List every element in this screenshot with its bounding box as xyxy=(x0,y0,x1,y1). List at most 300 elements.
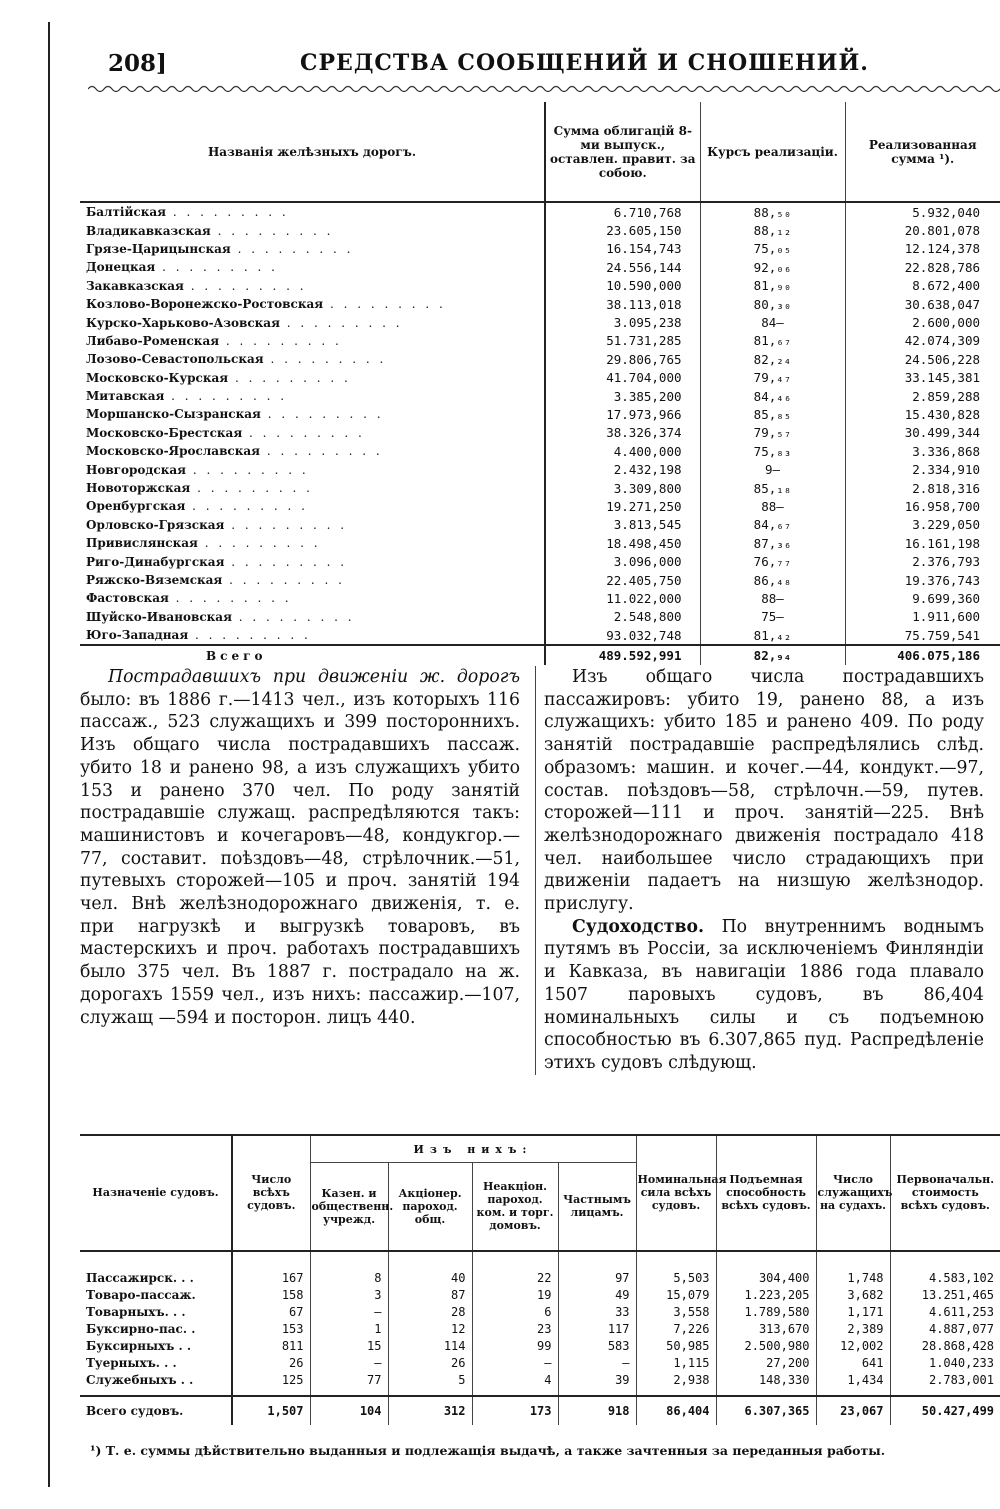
railway-name-cell xyxy=(80,460,545,478)
bonds-cell: 11.022,000 xyxy=(545,589,700,607)
table-row xyxy=(80,350,1000,368)
realized-sum-cell: 12.124,378 xyxy=(904,241,980,257)
ship-state-cell: 104 xyxy=(310,1396,388,1425)
ship-nominal-cell: 3,558 xyxy=(636,1304,716,1321)
ship-crew-cell: 1,748 xyxy=(816,1251,890,1287)
table-row xyxy=(80,1321,1000,1338)
rate-cell: 88— xyxy=(700,497,845,515)
ship-cost-cell: 28.868,428 xyxy=(921,1339,995,1353)
rate-cell: 81,₄₂ xyxy=(700,626,845,645)
ship-private-cell: 97 xyxy=(558,1251,636,1287)
railway-name: Фастовская xyxy=(86,591,169,606)
bonds-cell: 22.405,750 xyxy=(545,571,700,589)
railway-name-cell xyxy=(80,405,545,423)
ship-count-cell: 26 xyxy=(232,1355,310,1372)
leader-dots: . . . . . . . . . xyxy=(279,315,403,330)
ship-nonjoint-cell: 19 xyxy=(472,1287,558,1304)
ship-joint-cell: 87 xyxy=(388,1287,472,1304)
rate-cell: 80,₃₀ xyxy=(700,295,845,313)
realized-sum-cell: 8.672,400 xyxy=(912,278,980,294)
spacer-cell xyxy=(310,1389,388,1396)
ship-capacity-cell: 27,200 xyxy=(716,1355,816,1372)
col-header-nominal: Номинальная сила всѣхъ судовъ. xyxy=(636,1135,716,1251)
table-row xyxy=(80,387,1000,405)
ship-crew-cell: 3,682 xyxy=(816,1287,890,1304)
col-header-cost: Первоначальн. стоимость всѣхъ судовъ. xyxy=(890,1135,1000,1251)
rate-cell: 84— xyxy=(700,313,845,331)
ship-crew-cell: 641 xyxy=(816,1355,890,1372)
col-header-joint: Акцiонер. пароход. общ. xyxy=(388,1163,472,1251)
paragraph-body: было: въ 1886 г.—1413 чел., изъ которыхъ 116 пассаж., 523 служащихъ и 399 постороннихъ. Изъ общаго числа пострадавшихъ пассаж. убито 18 и ранено 98, а изъ служащихъ убито 153 и ранено 370 чел. По роду занятiй пострадавшiе служащ. распредѣляются такъ: машинистовъ и кочегаровъ—48, кондукгор.—77, составит. поѣздовъ—48, стрѣлочник.—51, путевыхъ сторожей—105 и проч. занятiй 194 чел. Внѣ желѣзнодорожнаго движенiя, т. е. при нагрузкѣ и выгрузкѣ товаровъ, въ мастерскихъ и проч. работахъ пострадавшихъ было 375 чел. Въ 1887 г. пострадало на ж. дорогахъ 1559 чел., изъ нихъ: пассажир.—107, служащ —594 и посторон. лицъ 440. xyxy=(80,689,520,1028)
spacer-cell xyxy=(558,1389,636,1396)
ship-nonjoint-cell: 22 xyxy=(472,1251,558,1287)
table-row xyxy=(80,626,1000,645)
ship-purpose-cell: Туерныхъ. . . xyxy=(80,1355,232,1372)
ship-count-cell: 158 xyxy=(232,1287,310,1304)
railway-name: Оренбургская xyxy=(86,499,186,514)
ship-capacity-cell: 6.307,365 xyxy=(716,1396,816,1425)
railway-name-cell xyxy=(80,202,545,221)
realized-sum-cell: 19.376,743 xyxy=(904,572,980,588)
table-row xyxy=(80,608,1000,626)
bonds-cell: 3.096,000 xyxy=(545,552,700,570)
railway-name-cell xyxy=(80,350,545,368)
col-header-purpose: Назначенiе судовъ. xyxy=(80,1135,232,1251)
railway-name-cell xyxy=(80,589,545,607)
book-page xyxy=(48,22,1000,1487)
realized-sum-cell: 16.161,198 xyxy=(904,535,980,551)
realized-sum-cell: 20.801,078 xyxy=(904,223,980,239)
railway-name: Митавская xyxy=(86,389,165,404)
text-column-right xyxy=(535,666,984,1075)
realized-sum-cell: 2.859,288 xyxy=(912,388,980,404)
ship-state-cell: — xyxy=(310,1355,388,1372)
bonds-cell: 19.271,250 xyxy=(545,497,700,515)
bonds-cell: 29.806,765 xyxy=(545,350,700,368)
table-row xyxy=(80,202,1000,221)
ship-nominal-cell: 1,115 xyxy=(636,1355,716,1372)
table-row xyxy=(80,240,1000,258)
table-row xyxy=(80,277,1000,295)
col-header-crew: Число служащихъ на судахъ. xyxy=(816,1135,890,1251)
total-row xyxy=(80,645,1000,664)
table-row xyxy=(80,405,1000,423)
bonds-cell: 16.154,743 xyxy=(545,240,700,258)
ship-nonjoint-cell: 6 xyxy=(472,1304,558,1321)
bonds-cell: 93.032,748 xyxy=(545,626,700,645)
table-row xyxy=(80,295,1000,313)
railway-name: Орловско-Грязская xyxy=(86,517,225,532)
rate-cell: 88— xyxy=(700,589,845,607)
ship-capacity-cell: 313,670 xyxy=(716,1321,816,1338)
ship-joint-cell: 28 xyxy=(388,1304,472,1321)
bonds-cell: 41.704,000 xyxy=(545,369,700,387)
railway-name: Закавказская xyxy=(86,278,184,293)
leader-dots: . . . . . . . . . xyxy=(183,278,307,293)
col-header-realized-sum: Реализованная сумма ¹). xyxy=(845,102,1000,202)
railway-name-cell xyxy=(80,369,545,387)
col-header-railway-name: Названiя желѣзныхъ дорогъ. xyxy=(80,102,545,202)
realized-sum-cell: 24.506,228 xyxy=(904,351,980,367)
ship-state-cell: 77 xyxy=(310,1372,388,1389)
ship-nonjoint-cell: 4 xyxy=(472,1372,558,1389)
ship-nonjoint-cell: 23 xyxy=(472,1321,558,1338)
table-row xyxy=(80,516,1000,534)
bonds-cell: 10.590,000 xyxy=(545,277,700,295)
ship-state-cell: 8 xyxy=(310,1251,388,1287)
total-row xyxy=(80,1396,1000,1425)
table-row xyxy=(80,1287,1000,1304)
ships-table xyxy=(80,1134,1000,1425)
railway-name-cell xyxy=(80,442,545,460)
spacer-cell xyxy=(472,1389,558,1396)
leader-dots: . . . . . . . . . xyxy=(164,389,288,404)
realized-sum-cell: 3.336,868 xyxy=(912,443,980,459)
leader-dots: . . . . . . . . . xyxy=(263,352,387,367)
ship-count-cell: 167 xyxy=(232,1251,310,1287)
rate-cell: 87,₃₆ xyxy=(700,534,845,552)
ship-count-cell: 153 xyxy=(232,1321,310,1338)
railway-name: Новгородская xyxy=(86,462,187,477)
rate-cell: 86,₄₈ xyxy=(700,571,845,589)
ship-private-cell: 49 xyxy=(558,1287,636,1304)
ship-purpose-cell: Всего судовъ. xyxy=(80,1396,232,1425)
realized-sum-cell: 2.600,000 xyxy=(912,315,980,331)
table-row xyxy=(80,534,1000,552)
railway-name: Привислянская xyxy=(86,536,198,551)
railway-name-cell xyxy=(80,221,545,239)
ship-crew-cell: 1,434 xyxy=(816,1372,890,1389)
railway-name-cell xyxy=(80,497,545,515)
spacer-cell xyxy=(80,1389,232,1396)
realized-sum-cell: 3.229,050 xyxy=(912,517,980,533)
table-row xyxy=(80,1251,1000,1287)
railway-name: Шуйско-Ивановская xyxy=(86,609,232,624)
ship-private-cell: 918 xyxy=(558,1396,636,1425)
paragraph-passenger-casualties: Изъ общаго числа пострадавшихъ пассажировъ: убито 19, ранено 88, а изъ служащихъ: убито 185 и ранено 409. По роду занятiй пострадавшiе распредѣлялись слѣд. образомъ: машин. и кочег.—44, кондукт.—97, состав. поѣздовъ—58, стрѣлочн.—59, путев. сторожей—111 и проч. занятiй—225. Внѣ желѣзнодорожнаго движенiя пострадало 418 чел. наибольшее число страдающихъ при движенiи падаетъ на низшую желѣзнодор. прислугу. xyxy=(544,667,984,915)
ship-joint-cell: 40 xyxy=(388,1251,472,1287)
leader-dots: . . . . . . . . . xyxy=(323,297,446,312)
leader-dots: . . . . . . . . . xyxy=(242,425,365,440)
ship-joint-cell: 12 xyxy=(388,1321,472,1338)
table-row xyxy=(80,442,1000,460)
ship-purpose-cell: Товаро-пассаж. xyxy=(80,1287,232,1304)
rate-cell: 85,₈₅ xyxy=(700,405,845,423)
table-row xyxy=(80,258,1000,276)
railway-name-cell xyxy=(80,295,545,313)
ship-cost-cell: 1.040,233 xyxy=(928,1356,995,1370)
ship-purpose-cell: Пассажирск. . . xyxy=(80,1251,232,1287)
col-header-private: Частнымъ лицамъ. xyxy=(558,1163,636,1251)
ship-joint-cell: 26 xyxy=(388,1355,472,1372)
ship-state-cell: 1 xyxy=(310,1321,388,1338)
realized-sum-cell: 9.699,360 xyxy=(912,590,980,606)
ship-crew-cell: 12,002 xyxy=(816,1338,890,1355)
realized-sum-cell: 75.759,541 xyxy=(904,627,980,643)
ship-cost-cell: 50.427,499 xyxy=(890,1396,1000,1425)
leader-dots: . . . . . . . . . xyxy=(219,333,342,348)
railway-name-cell xyxy=(80,277,545,295)
spacer-cell xyxy=(816,1389,890,1396)
bonds-cell: 2.432,198 xyxy=(545,460,700,478)
page-title: СРЕДСТВА СООБЩЕНИЙ И СНОШЕНИЙ. xyxy=(300,50,869,76)
rate-cell: 79,₄₇ xyxy=(700,369,845,387)
railway-name: Моршанско-Сызранская xyxy=(86,407,261,422)
leader-dots: . . . . . . . . . xyxy=(197,536,321,551)
ship-private-cell: 39 xyxy=(558,1372,636,1389)
realized-sum-cell: 5.932,040 xyxy=(912,204,980,220)
ship-nominal-cell: 2,938 xyxy=(636,1372,716,1389)
ship-nominal-cell: 86,404 xyxy=(636,1396,716,1425)
railway-name-cell xyxy=(80,626,545,645)
table-row xyxy=(80,1338,1000,1355)
ship-capacity-cell: 1.789,580 xyxy=(716,1304,816,1321)
table-row xyxy=(80,221,1000,239)
ship-cost-cell: 13.251,465 xyxy=(921,1288,995,1302)
ship-cost-cell: 4.887,077 xyxy=(928,1322,995,1336)
ship-joint-cell: 114 xyxy=(388,1338,472,1355)
railway-name: Балтiйская xyxy=(86,205,166,220)
leader-dots: . . . . . . . . . xyxy=(166,205,289,220)
railway-name: Ряжско-Вяземская xyxy=(86,573,223,587)
realized-sum-cell: 15.430,828 xyxy=(904,406,980,422)
ship-private-cell: 583 xyxy=(558,1338,636,1355)
leader-dots: . . . . . . . . . xyxy=(260,407,384,422)
ship-nominal-cell: 50,985 xyxy=(636,1338,716,1355)
ship-purpose-cell: Товарныхъ. . . xyxy=(80,1304,232,1321)
table-row xyxy=(80,552,1000,570)
bonds-cell: 6.710,768 xyxy=(545,202,700,221)
spacer-cell xyxy=(388,1389,472,1396)
bonds-cell: 3.385,200 xyxy=(545,387,700,405)
ship-capacity-cell: 2.500,980 xyxy=(716,1338,816,1355)
leader-dots: . . . . . . . . . xyxy=(224,517,348,532)
table-row xyxy=(80,313,1000,331)
ship-cost-cell: 4.611,253 xyxy=(928,1305,995,1319)
ship-purpose-cell: Служебныхъ . . xyxy=(80,1372,232,1389)
col-header-state: Казен. и общественн. учрежд. xyxy=(310,1163,388,1251)
realized-sum-cell: 16.958,700 xyxy=(904,498,980,514)
rate-cell: 84,₄₆ xyxy=(700,387,845,405)
total-bonds-cell: 489.592,991 xyxy=(545,645,700,664)
realized-sum-cell: 30.499,344 xyxy=(904,425,980,441)
realized-sum-cell: 30.638,047 xyxy=(904,296,980,312)
railway-name-cell xyxy=(80,258,545,276)
railway-name-cell xyxy=(80,424,545,442)
realized-sum-cell: 1.911,600 xyxy=(912,609,980,625)
total-label-cell xyxy=(80,645,545,664)
railway-name-cell xyxy=(80,552,545,570)
ship-state-cell: 3 xyxy=(310,1287,388,1304)
rate-cell: 75,₈₃ xyxy=(700,442,845,460)
bonds-cell: 51.731,285 xyxy=(545,332,700,350)
railway-name: Либаво-Роменская xyxy=(86,333,220,348)
bonds-cell: 3.813,545 xyxy=(545,516,700,534)
ship-private-cell: — xyxy=(558,1355,636,1372)
leader-dots: . . . . . . . . . xyxy=(155,260,278,275)
bonds-cell: 38.326,374 xyxy=(545,424,700,442)
railway-name: Новоторжская xyxy=(86,481,191,496)
ship-count-cell: 811 xyxy=(232,1338,310,1355)
rate-cell: 88,₅₀ xyxy=(700,202,845,221)
bonds-cell: 18.498,450 xyxy=(545,534,700,552)
table-row xyxy=(80,332,1000,350)
railway-name: Московско-Ярославская xyxy=(86,444,261,459)
table-row xyxy=(80,479,1000,497)
table-row xyxy=(80,424,1000,442)
leader-dots: . . . . . . . . . xyxy=(230,241,354,256)
ship-crew-cell: 1,171 xyxy=(816,1304,890,1321)
page-number: 208] xyxy=(108,50,167,77)
leader-dots: . . . . . . . . . xyxy=(210,223,334,238)
rate-cell: 79,₅₇ xyxy=(700,424,845,442)
table-row xyxy=(80,571,1000,589)
ship-nonjoint-cell: 99 xyxy=(472,1338,558,1355)
ship-capacity-cell: 1.223,205 xyxy=(716,1287,816,1304)
bonds-cell: 24.556,144 xyxy=(545,258,700,276)
ship-cost-cell: 2.783,001 xyxy=(928,1373,995,1387)
rate-cell: 76,₇₇ xyxy=(700,552,845,570)
railway-name: Московско-Брестская xyxy=(86,425,243,440)
total-rate-cell: 82,₉₄ xyxy=(700,645,845,664)
table-row xyxy=(80,460,1000,478)
paragraph-lead: Пострадавшихъ при движенiи ж. дорогъ xyxy=(108,667,520,687)
railway-name-cell xyxy=(80,332,545,350)
paragraph-lead: Судоходство. xyxy=(572,916,704,937)
rate-cell: 9— xyxy=(700,460,845,478)
leader-dots: . . . . . . . . . xyxy=(185,499,308,514)
total-label: Всего xyxy=(206,648,267,663)
spacer-cell xyxy=(636,1389,716,1396)
table-row xyxy=(80,1304,1000,1321)
ship-state-cell: 15 xyxy=(310,1338,388,1355)
col-header-nonjoint: Неакцiон. пароход. ком. и торг. домовъ. xyxy=(472,1163,558,1251)
railway-name: Грязе-Царицынская xyxy=(86,241,231,256)
realized-sum-cell: 22.828,786 xyxy=(904,259,980,275)
rate-cell: 75,₀₅ xyxy=(700,240,845,258)
rate-cell: 88,₁₂ xyxy=(700,221,845,239)
ship-crew-cell: 23,067 xyxy=(816,1396,890,1425)
spacer-cell xyxy=(716,1389,816,1396)
ship-count-cell: 1,507 xyxy=(232,1396,310,1425)
railway-name-cell xyxy=(80,313,545,331)
footnote-mark: ¹) xyxy=(90,1443,102,1458)
railway-name: Московско-Курская xyxy=(86,370,229,385)
rate-cell: 81,₉₀ xyxy=(700,277,845,295)
table-row xyxy=(80,369,1000,387)
ship-private-cell: 117 xyxy=(558,1321,636,1338)
rate-cell: 85,₁₈ xyxy=(700,479,845,497)
ship-count-cell: 67 xyxy=(232,1304,310,1321)
railway-name-cell xyxy=(80,608,545,626)
ship-cost-cell: 4.583,102 xyxy=(928,1271,995,1285)
ship-nonjoint-cell: — xyxy=(472,1355,558,1372)
realized-sum-cell: 2.818,316 xyxy=(912,480,980,496)
ship-nonjoint-cell: 173 xyxy=(472,1396,558,1425)
footnote-text: Т. е. суммы дѣйствительно выданныя и подлежащiя выдачѣ, а также зачтенныя за переданныя работы. xyxy=(105,1443,886,1458)
rate-cell: 92,₀₆ xyxy=(700,258,845,276)
ship-nominal-cell: 15,079 xyxy=(636,1287,716,1304)
header-ornament-rule xyxy=(88,84,1000,94)
col-header-bonds: Сумма облигацiй 8-ми выпуск., оставлен. правит. за собою. xyxy=(545,102,700,202)
col-header-rate: Курсъ реализацiи. xyxy=(700,102,845,202)
railway-name-cell xyxy=(80,534,545,552)
realized-sum-cell: 2.376,793 xyxy=(912,554,980,570)
bonds-cell: 3.095,238 xyxy=(545,313,700,331)
table-row xyxy=(80,1372,1000,1389)
col-header-group: Изъ нихъ: xyxy=(310,1135,636,1163)
leader-dots: . . . . . . . . . xyxy=(222,573,345,587)
ship-crew-cell: 2,389 xyxy=(816,1321,890,1338)
ship-purpose-cell: Буксирныхъ . . xyxy=(80,1338,232,1355)
bonds-cell: 3.309,800 xyxy=(545,479,700,497)
table-row xyxy=(80,497,1000,515)
railway-name: Риго-Динабургская xyxy=(86,554,225,569)
rate-cell: 75— xyxy=(700,608,845,626)
paragraph-body: По внутреннимъ воднымъ путямъ въ Россiи, за исключенiемъ Финляндiи и Кавказа, въ навигацiи 1886 года плавало 1507 паровыхъ судовъ, въ 86,404 номинальныхъ силы и съ подъемною способностью въ 6.307,865 пуд. Распредѣленiе этихъ судовъ слѣдующ. xyxy=(544,916,984,1073)
realized-sum-cell: 33.145,381 xyxy=(904,370,980,386)
rate-cell: 82,₂₄ xyxy=(700,350,845,368)
leader-dots: . . . . . . . . . xyxy=(260,444,383,459)
realized-sum-cell: 42.074,309 xyxy=(904,333,980,349)
railway-name-cell xyxy=(80,240,545,258)
leader-dots: . . . . . . . . . xyxy=(190,481,313,496)
bonds-cell: 17.973,966 xyxy=(545,405,700,423)
railway-bonds-table xyxy=(80,102,1000,665)
leader-dots: . . . . . . . . . xyxy=(168,591,292,606)
bonds-cell: 2.548,800 xyxy=(545,608,700,626)
paragraph-navigation xyxy=(544,916,984,1075)
rate-cell: 81,₆₇ xyxy=(700,332,845,350)
leader-dots: . . . . . . . . . xyxy=(188,628,311,643)
text-column-left xyxy=(80,666,520,1029)
table-row xyxy=(80,1355,1000,1372)
leader-dots: . . . . . . . . . xyxy=(224,554,348,569)
railway-name-cell xyxy=(80,387,545,405)
leader-dots: . . . . . . . . . xyxy=(228,370,351,385)
spacer-cell xyxy=(890,1389,1000,1396)
railway-name: Донецкая xyxy=(86,260,156,275)
ship-nominal-cell: 5,503 xyxy=(636,1251,716,1287)
bonds-cell: 4.400,000 xyxy=(545,442,700,460)
ship-joint-cell: 5 xyxy=(388,1372,472,1389)
leader-dots: . . . . . . . . . xyxy=(186,462,309,477)
rate-cell: 84,₆₇ xyxy=(700,516,845,534)
footnote xyxy=(90,1442,995,1460)
ship-private-cell: 33 xyxy=(558,1304,636,1321)
ship-joint-cell: 312 xyxy=(388,1396,472,1425)
railway-name: Юго-Западная xyxy=(86,628,189,643)
ship-count-cell: 125 xyxy=(232,1372,310,1389)
railway-name-cell xyxy=(80,516,545,534)
leader-dots: . . . . . . . . . xyxy=(231,609,355,624)
realized-sum-cell: 2.334,910 xyxy=(912,462,980,478)
paragraph-casualties xyxy=(80,666,520,1029)
railway-name: Лозово-Севастопольская xyxy=(86,352,264,367)
railway-name: Козлово-Воронежско-Ростовская xyxy=(86,297,324,312)
spacer-cell xyxy=(232,1389,310,1396)
ship-capacity-cell: 304,400 xyxy=(716,1251,816,1287)
spacer-row xyxy=(80,1389,1000,1396)
ship-purpose-cell: Буксирно-пас. . xyxy=(80,1321,232,1338)
ship-state-cell: — xyxy=(310,1304,388,1321)
col-header-count: Число всѣхъ судовъ. xyxy=(232,1135,310,1251)
col-header-capacity: Подъемная способность всѣхъ судовъ. xyxy=(716,1135,816,1251)
railway-name: Владикавказская xyxy=(86,223,211,238)
railway-name-cell xyxy=(80,479,545,497)
bonds-cell: 38.113,018 xyxy=(545,295,700,313)
ship-capacity-cell: 148,330 xyxy=(716,1372,816,1389)
